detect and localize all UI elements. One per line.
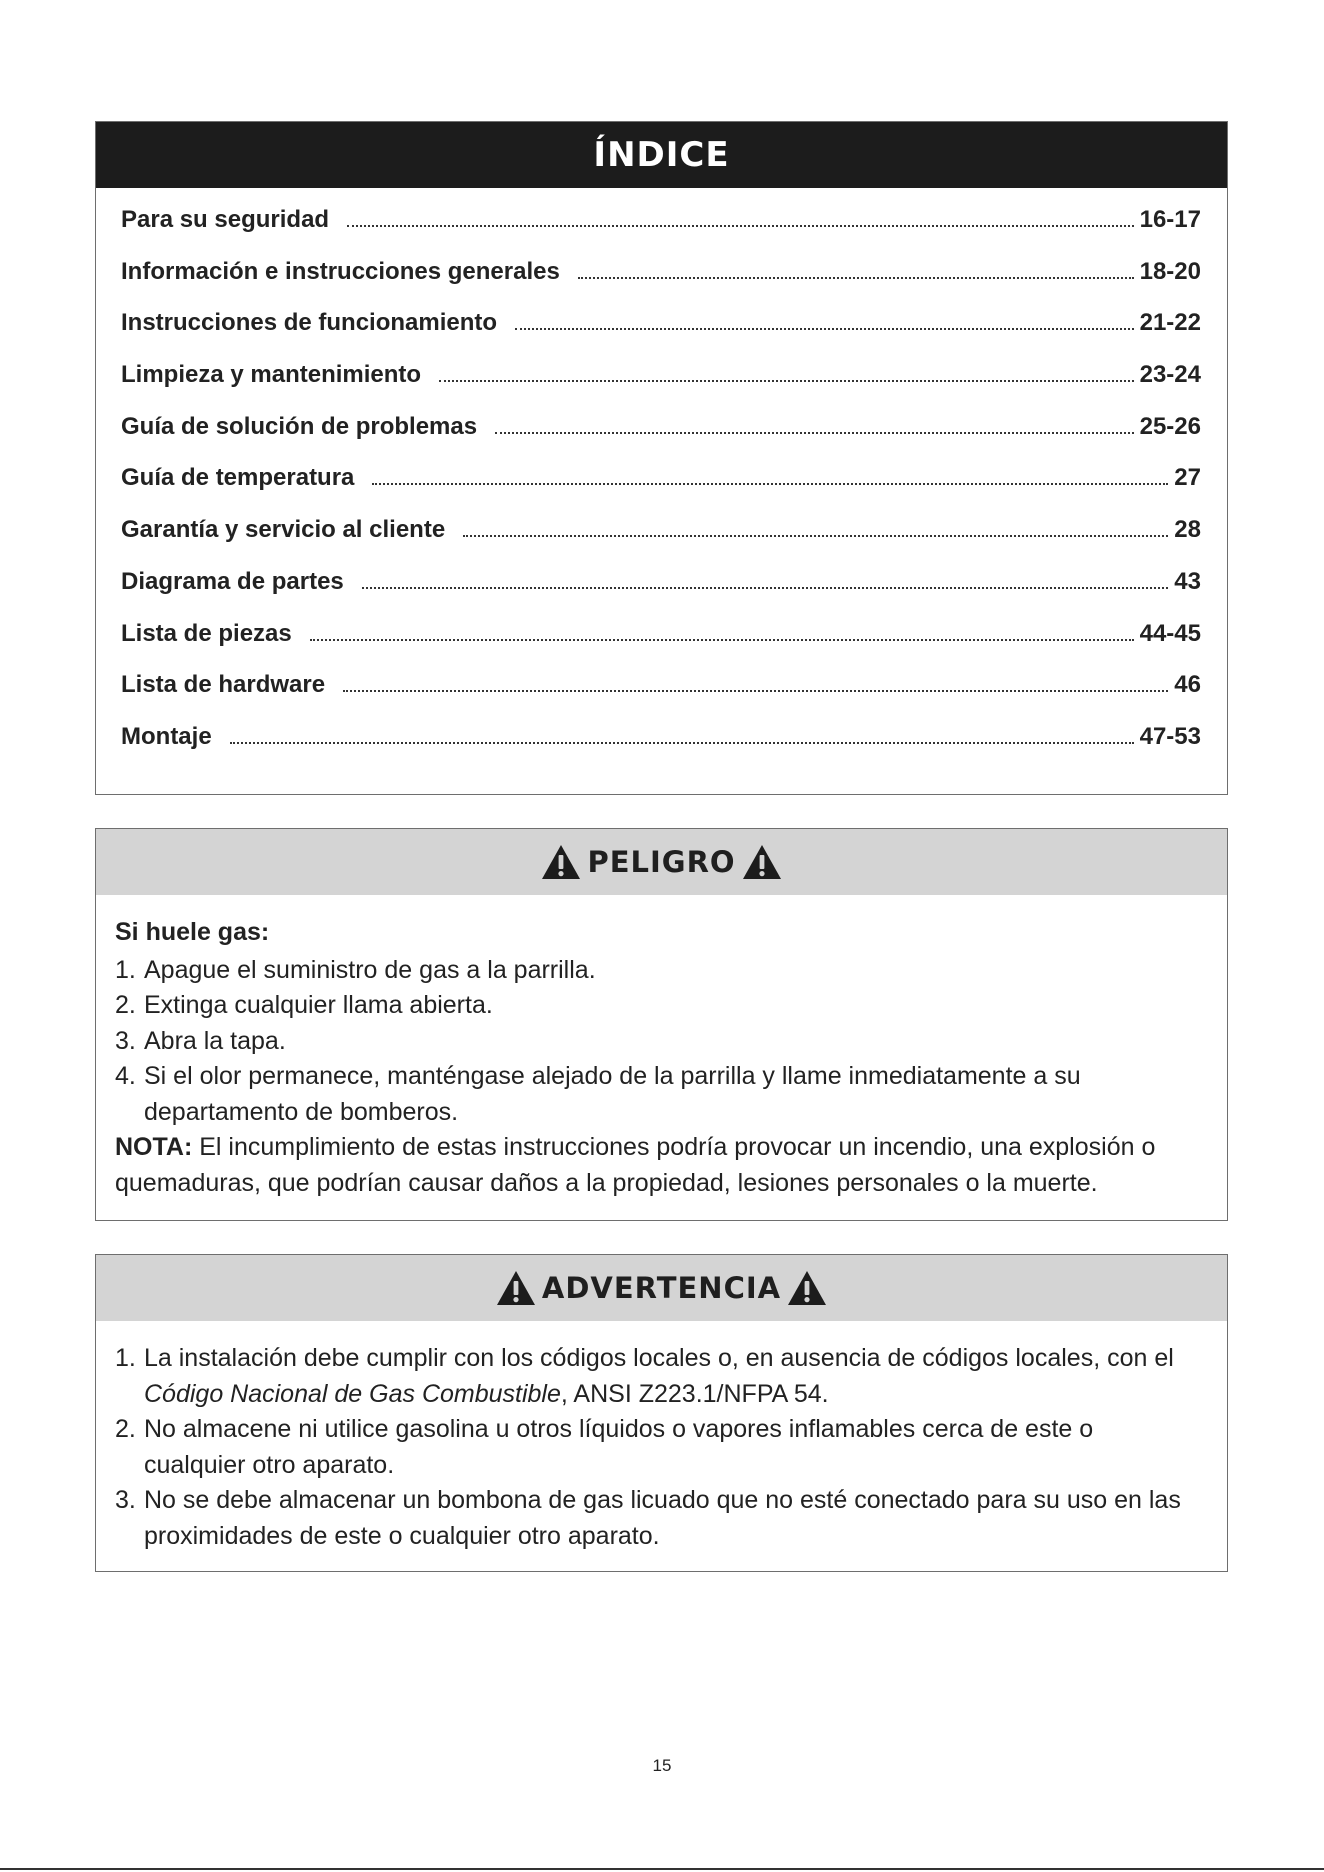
danger-body: [96, 895, 1227, 1201]
toc-entry-title: Limpieza y mantenimiento: [121, 361, 422, 389]
warning-triangle-icon: [541, 844, 581, 880]
table-of-contents: [95, 121, 1228, 795]
item-number: 3.: [115, 1026, 136, 1055]
dot-leader: [495, 432, 1134, 434]
toc-entry-title: Guía de temperatura: [121, 464, 355, 492]
danger-list: [115, 953, 1201, 1131]
toc-entry: [121, 413, 1201, 465]
page-number: 15: [652, 1756, 672, 1775]
dot-leader: [343, 690, 1168, 692]
dot-leader: [515, 328, 1134, 330]
item-number: 1.: [115, 1344, 136, 1372]
list-item: [115, 1483, 1201, 1554]
warning-triangle-icon: [742, 844, 782, 880]
note-text: El incumplimiento de estas instrucciones podría provocar un incendio, una explosión o quemaduras, que podrían causar daños a la propiedad, lesiones personales o la muerte.: [115, 1133, 1156, 1197]
list-item: [115, 988, 1201, 1024]
toc-entry-page: 47-53: [1139, 722, 1201, 750]
toc-entry: [121, 361, 1201, 413]
dot-leader: [230, 742, 1134, 744]
item-text: Extinga cualquier llama abierta.: [144, 991, 493, 1019]
note-label: NOTA:: [115, 1133, 193, 1161]
warning-list: [115, 1412, 1201, 1554]
toc-entry-title: Información e instrucciones generales: [121, 257, 560, 285]
item-text: No se debe almacenar un bombona de gas licuado que no esté conectado para su uso en las proximidades de este o cualquier otro aparato.: [144, 1486, 1181, 1550]
toc-entry-page: 28: [1174, 516, 1201, 544]
toc-entry: [121, 206, 1201, 258]
toc-entry-page: 18-20: [1139, 257, 1201, 285]
warning-header: [96, 1255, 1227, 1321]
toc-entry-title: Montaje: [121, 722, 212, 750]
danger-box: [95, 828, 1228, 1221]
danger-subheading: Si huele gas:: [115, 918, 270, 946]
dot-leader: [347, 225, 1134, 227]
toc-entry-page: 16-17: [1139, 206, 1201, 233]
toc-entry: [121, 568, 1201, 620]
toc-entry-title: Lista de hardware: [121, 671, 326, 699]
toc-entry: [121, 464, 1201, 516]
toc-entry-title: Para su seguridad: [121, 206, 330, 233]
toc-entry-title: Guía de solución de problemas: [121, 412, 478, 440]
danger-header: [96, 829, 1227, 895]
toc-entry-title: Instrucciones de funcionamiento: [121, 309, 498, 337]
toc-entry-page: 43: [1174, 567, 1201, 595]
bottom-rule: [0, 1868, 1324, 1870]
warning-triangle-icon: [787, 1270, 827, 1306]
item-text: [144, 1341, 1201, 1412]
toc-entry-page: 46: [1174, 671, 1201, 699]
toc-entry-title: Diagrama de partes: [121, 567, 344, 595]
warning-body: [96, 1321, 1227, 1554]
toc-entry-page: 21-22: [1139, 309, 1201, 337]
dot-leader: [362, 587, 1169, 589]
toc-list: [96, 188, 1227, 775]
toc-entry-page: 25-26: [1139, 412, 1201, 440]
toc-entry: [121, 258, 1201, 310]
toc-entry: [121, 723, 1201, 775]
dot-leader: [578, 277, 1134, 279]
item-number: 2.: [115, 1415, 136, 1443]
code-title: Código Nacional de Gas Combustible: [144, 1379, 561, 1408]
item-number: 4.: [115, 1062, 136, 1090]
item-text: Si el olor permanece, manténgase alejado de la parrilla y llame inmediatamente a su departamento de bomberos.: [144, 1062, 1081, 1126]
warning-title: ADVERTENCIA: [541, 1271, 782, 1305]
item-text: Abra la tapa.: [144, 1026, 286, 1055]
toc-entry-title: Lista de piezas: [121, 619, 292, 647]
toc-entry-page: 44-45: [1139, 619, 1201, 647]
warning-triangle-icon: [496, 1270, 536, 1306]
toc-entry-title: Garantía y servicio al cliente: [121, 516, 446, 544]
list-item: [115, 1341, 1201, 1412]
item-number: 3.: [115, 1486, 136, 1514]
danger-note: [115, 1130, 1201, 1201]
toc-entry: [121, 671, 1201, 723]
item-text-part: La instalación debe cumplir con los códigos locales o, en ausencia de códigos locales, con el: [144, 1344, 1174, 1372]
item-text: Apague el suministro de gas a la parrilla.: [144, 955, 596, 984]
list-item: [115, 1059, 1201, 1130]
warning-box: [95, 1254, 1228, 1572]
item-number: 1.: [115, 955, 136, 984]
toc-entry-page: 23-24: [1139, 361, 1201, 389]
item-number: 2.: [115, 991, 136, 1019]
toc-entry: [121, 309, 1201, 361]
list-item: [115, 1412, 1201, 1483]
item-text-part: , ANSI Z223.1/NFPA 54.: [560, 1379, 829, 1408]
toc-title: ÍNDICE: [593, 135, 730, 175]
toc-entry: [121, 516, 1201, 568]
list-item: [115, 1024, 1201, 1060]
list-item: [115, 953, 1201, 989]
dot-leader: [463, 535, 1168, 537]
item-text: No almacene ni utilice gasolina u otros líquidos o vapores inflamables cerca de este o cualquier otro aparato.: [144, 1415, 1094, 1479]
dot-leader: [310, 639, 1134, 641]
danger-title: PELIGRO: [587, 845, 736, 879]
dot-leader: [439, 380, 1134, 382]
dot-leader: [372, 483, 1168, 485]
toc-header: [96, 122, 1227, 188]
toc-entry-page: 27: [1174, 464, 1201, 492]
toc-entry: [121, 620, 1201, 672]
